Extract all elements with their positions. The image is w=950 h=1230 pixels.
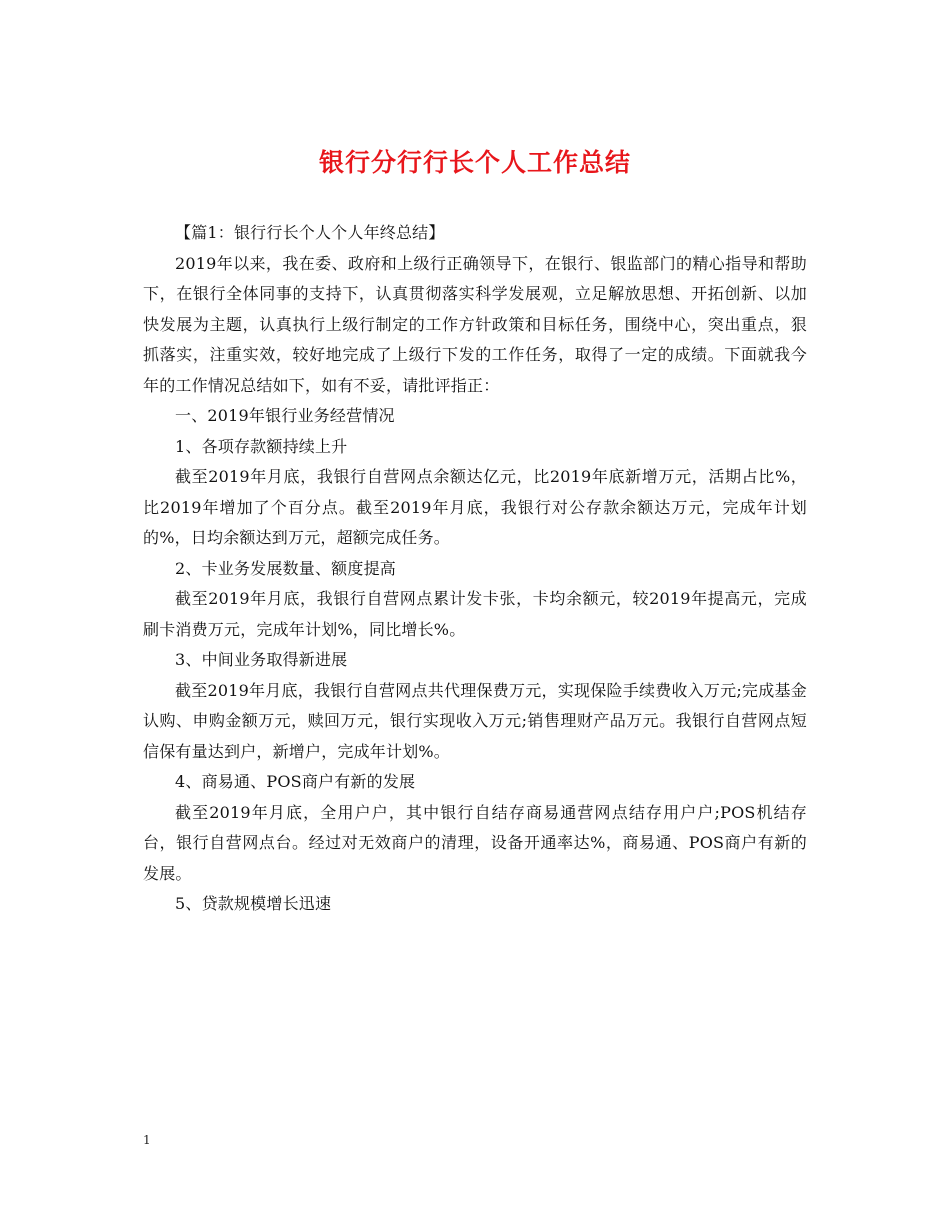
subsection-heading: 5、贷款规模增长迅速 bbox=[175, 894, 332, 913]
body-paragraph: 2019年以来，我在委、政府和上级行正确领导下，在银行、银监部门的精心指导和帮助下，在银行全体同事的支持下，认真贯彻落实科学发展观，立足解放思想、开拓创新、以加快发展为主题，认真执行上级行制定的工作方针政策和目标任务，围绕中心，突出重点，狠抓落实，注重实效，较好地完成了上级行下发的工作任务，取得了一定的成绩。下面就我今年的工作情况总结如下，如有不妥，请批评指正： bbox=[143, 253, 807, 395]
document-body bbox=[143, 218, 807, 920]
subsection-heading: 3、中间业务取得新进展 bbox=[175, 650, 348, 669]
subsection-heading: 4、商易通、POS商户有新的发展 bbox=[175, 772, 416, 791]
section-heading: 【篇1：银行行长个人个人年终总结】 bbox=[175, 223, 445, 242]
subsection-heading: 2、卡业务发展数量、额度提高 bbox=[175, 558, 396, 578]
body-paragraph: 截至2019年月底，我银行自营网点余额达亿元，比2019年底新增万元，活期占比%，比2019年增加了个百分点。截至2019年月底，我银行对公存款余额达万元，完成年计划的%，日均余额达到万元，超额完成任务。 bbox=[143, 467, 807, 547]
subsection-heading: 1、各项存款额持续上升 bbox=[175, 436, 348, 456]
body-paragraph: 截至2019年月底，我银行自营网点累计发卡张，卡均余额元，较2019年提高元，完成刷卡消费万元，完成年计划%，同比增长%。 bbox=[143, 589, 807, 639]
document-title: 银行分行行长个人工作总结 bbox=[318, 148, 631, 177]
body-paragraph: 截至2019年月底，全用户户，其中银行自结存商易通营网点结存用户户;POS机结存台，银行自营网点台。经过对无效商户的清理，设备开通率达%，商易通、POS商户有新的发展。 bbox=[143, 802, 807, 883]
body-paragraph: 截至2019年月底，我银行自营网点共代理保费万元，实现保险手续费收入万元;完成基金认购、申购金额万元，赎回万元，银行实现收入万元;销售理财产品万元。我银行自营网点短信保有量达到户，新增户，完成年计划%。 bbox=[143, 680, 807, 761]
page-number: 1 bbox=[143, 1133, 151, 1147]
section-heading: 一、2019年银行业务经营情况 bbox=[175, 406, 395, 425]
